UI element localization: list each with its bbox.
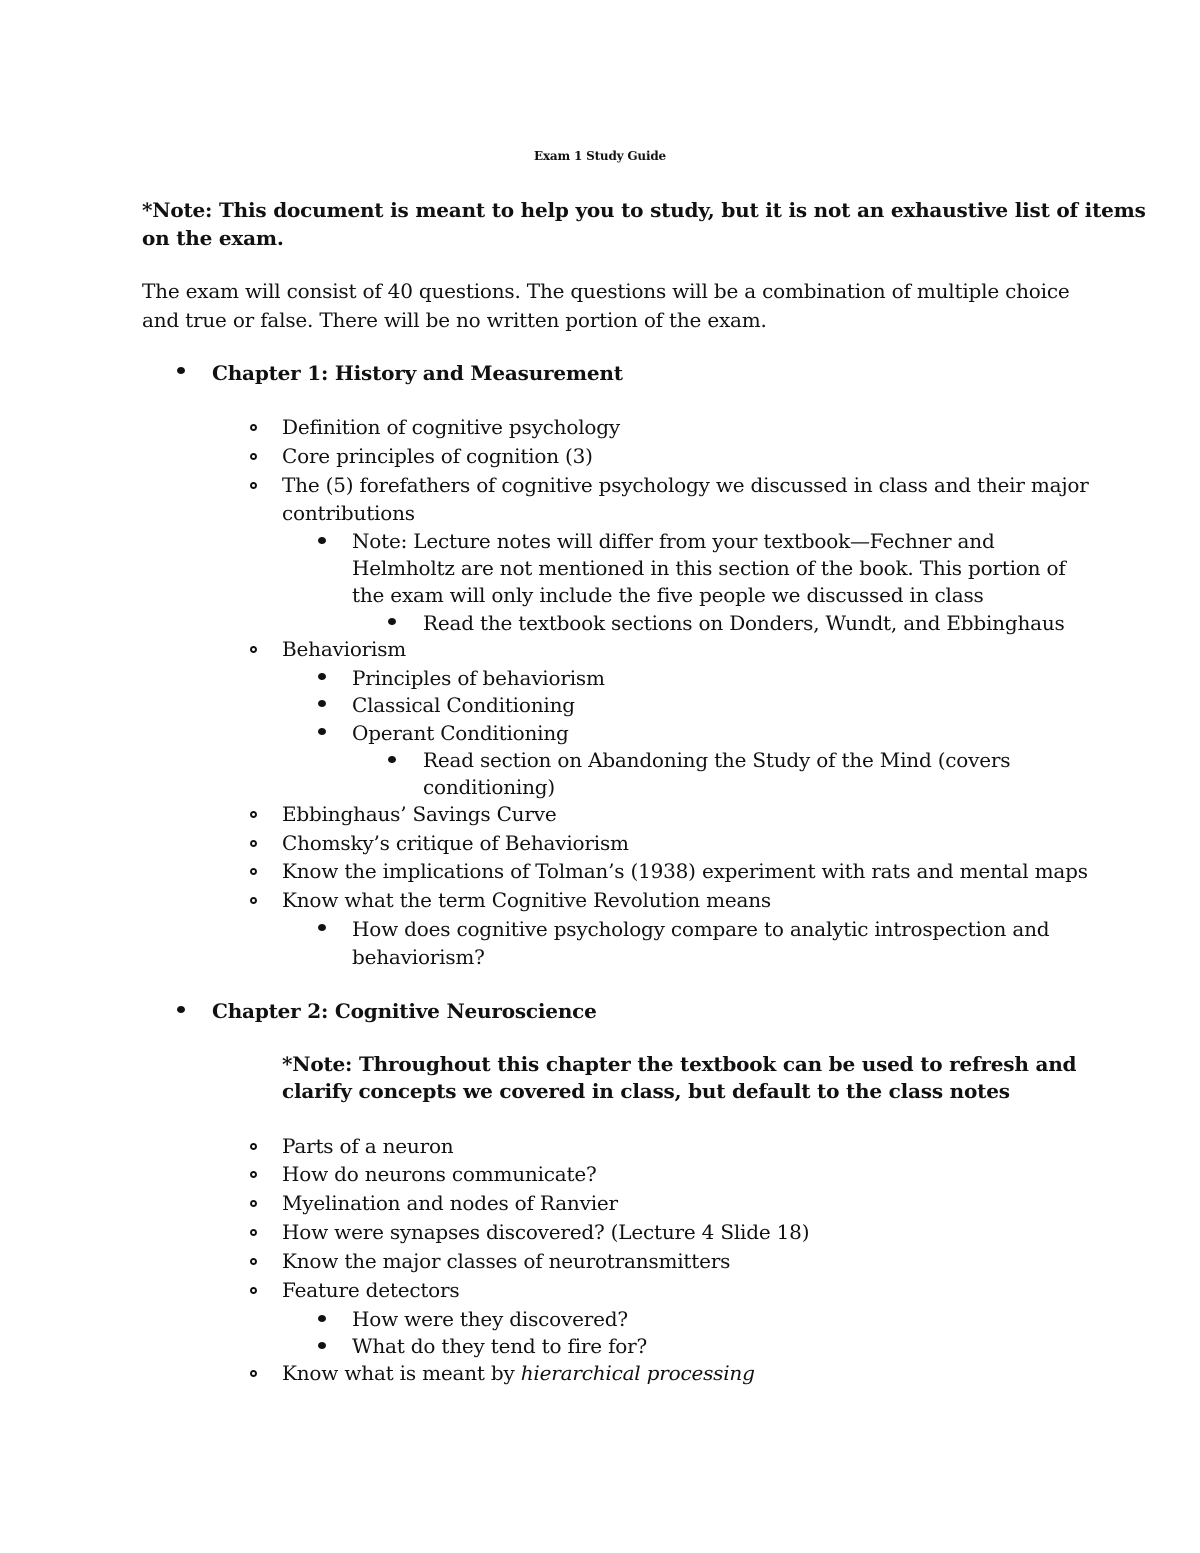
bullet-disc-icon <box>177 367 185 374</box>
bullet-circle-icon <box>250 1200 257 1207</box>
ch1-savings: Ebbinghaus’ Savings Curve <box>282 802 557 826</box>
intro-line1: The exam will consist of 40 questions. The questions will be a combination of multiple choice <box>142 279 1070 303</box>
document-title: Exam 1 Study Guide <box>534 149 666 163</box>
bullet-circle-icon <box>250 1370 257 1377</box>
ch1-note-line2: Helmholtz are not mentioned in this section of the book. This portion of <box>352 556 1066 580</box>
ch1-compare-line1: How does cognitive psychology compare to analytic introspection and <box>352 917 1050 941</box>
bullet-circle-icon <box>250 1287 257 1294</box>
bullet-disc-icon <box>318 537 326 544</box>
bullet-circle-icon <box>250 1143 257 1150</box>
note-intro-line2: on the exam. <box>142 226 284 250</box>
ch1-classical: Classical Conditioning <box>352 693 575 717</box>
ch2-parts-neuron: Parts of a neuron <box>282 1134 454 1158</box>
ch2-hierarchical-term: hierarchical processing <box>520 1361 755 1385</box>
bullet-circle-icon <box>250 897 257 904</box>
ch1-tolman: Know the implications of Tolman’s (1938) experiment with rats and mental maps <box>282 859 1088 883</box>
bullet-disc-icon <box>388 618 396 625</box>
bullet-circle-icon <box>250 1229 257 1236</box>
bullet-disc-icon <box>318 728 326 735</box>
ch1-note-line1: Note: Lecture notes will differ from your textbook—Fechner and <box>352 529 995 553</box>
bullet-disc-icon <box>318 673 326 680</box>
ch1-forefathers-line1: The (5) forefathers of cognitive psychology we discussed in class and their major <box>282 473 1089 497</box>
ch1-cognitive-revolution: Know what the term Cognitive Revolution means <box>282 888 771 912</box>
ch2-neurotransmitters: Know the major classes of neurotransmitters <box>282 1249 731 1273</box>
bullet-disc-icon <box>318 924 326 931</box>
note-intro-line1: *Note: This document is meant to help you to study, but it is not an exhaustive list of items <box>142 198 1146 222</box>
ch1-note-line3: the exam will only include the five people we discussed in class <box>352 583 984 607</box>
ch2-communicate: How do neurons communicate? <box>282 1162 597 1186</box>
ch1-read-section-line2: conditioning) <box>423 775 555 799</box>
ch1-operant: Operant Conditioning <box>352 721 569 745</box>
chapter1-heading: Chapter 1: History and Measurement <box>212 361 623 385</box>
ch2-fire-for: What do they tend to fire for? <box>352 1334 647 1358</box>
bullet-circle-icon <box>250 482 257 489</box>
bullet-disc-icon <box>177 1006 185 1013</box>
ch2-note-line1: *Note: Throughout this chapter the textbook can be used to refresh and <box>282 1052 1077 1076</box>
ch2-synapses: How were synapses discovered? (Lecture 4 Slide 18) <box>282 1220 810 1244</box>
ch2-hierarchical <box>282 1359 755 1387</box>
bullet-circle-icon <box>250 424 257 431</box>
bullet-circle-icon <box>250 840 257 847</box>
bullet-circle-icon <box>250 811 257 818</box>
ch1-chomsky: Chomsky’s critique of Behaviorism <box>282 831 629 855</box>
bullet-circle-icon <box>250 868 257 875</box>
chapter2-heading: Chapter 2: Cognitive Neuroscience <box>212 999 597 1023</box>
ch1-principles-behaviorism: Principles of behaviorism <box>352 666 605 690</box>
bullet-disc-icon <box>318 1315 326 1322</box>
bullet-disc-icon <box>388 756 396 763</box>
intro-line2: and true or false. There will be no written portion of the exam. <box>142 308 767 332</box>
ch2-hierarchical-prefix: Know what is meant by <box>282 1361 521 1385</box>
ch1-core-principles: Core principles of cognition (3) <box>282 444 593 468</box>
ch1-forefathers-line2: contributions <box>282 501 415 525</box>
bullet-disc-icon <box>318 1342 326 1349</box>
bullet-circle-icon <box>250 646 257 653</box>
ch1-compare-line2: behaviorism? <box>352 945 485 969</box>
ch1-read-textbook: Read the textbook sections on Donders, Wundt, and Ebbinghaus <box>423 611 1065 635</box>
bullet-disc-icon <box>318 700 326 707</box>
bullet-circle-icon <box>250 1171 257 1178</box>
ch2-feature-detectors: Feature detectors <box>282 1278 460 1302</box>
ch2-discovered: How were they discovered? <box>352 1307 628 1331</box>
ch1-definition: Definition of cognitive psychology <box>282 415 620 439</box>
ch2-myelination: Myelination and nodes of Ranvier <box>282 1191 618 1215</box>
bullet-circle-icon <box>250 453 257 460</box>
ch2-note-line2: clarify concepts we covered in class, but default to the class notes <box>282 1079 1010 1103</box>
ch1-read-section-line1: Read section on Abandoning the Study of the Mind (covers <box>423 748 1011 772</box>
bullet-circle-icon <box>250 1258 257 1265</box>
ch1-behaviorism: Behaviorism <box>282 637 407 661</box>
